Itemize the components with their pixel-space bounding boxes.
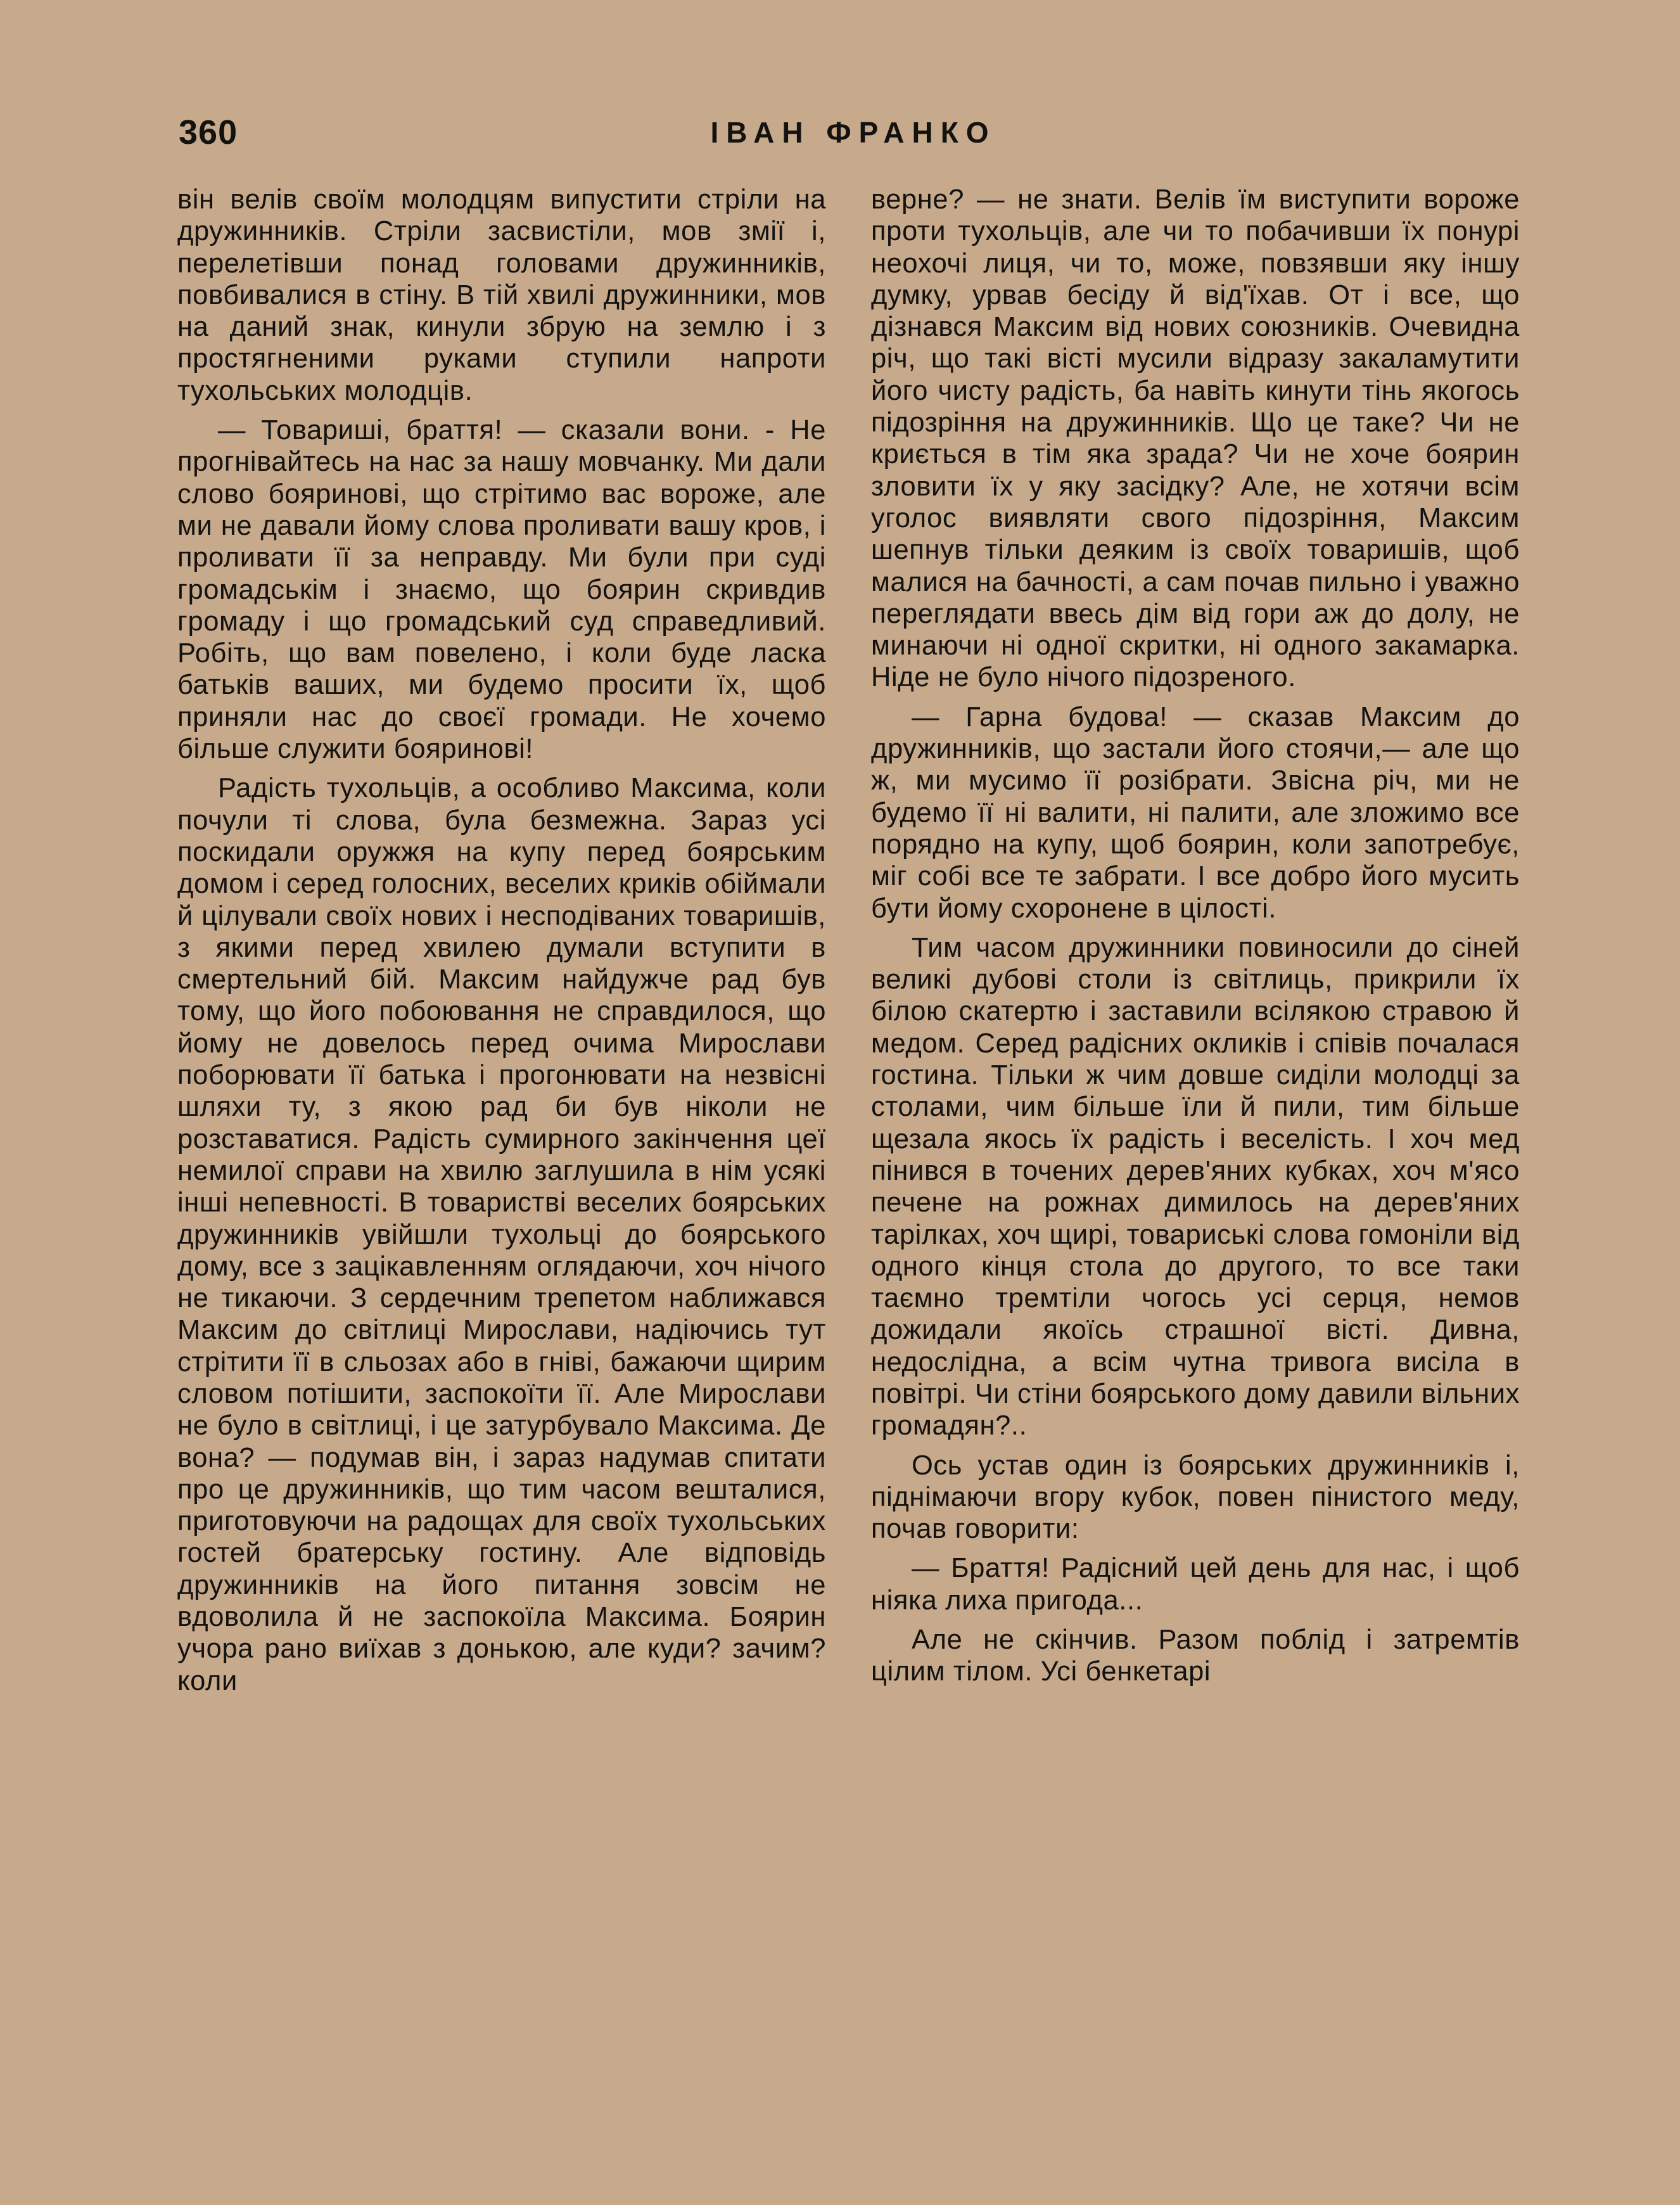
paragraph: він велів своїм молодцям випустити стріли на дружинників. Стріли засвистіли, мов змії і, перелетівши понад головами дружинників, повбивалися в стіну. В тій хвилі дружинники, мов на даний знак, кинули збрую на землю і з простягненими руками ступили напроти тухольських молодців. [177, 184, 826, 406]
page-header [179, 113, 1528, 157]
right-column [871, 184, 1520, 1696]
paragraph: — Товариші, браття! — сказали вони. - Не прогнівайтесь на нас за нашу мовчанку. Ми дали слово бояринові, що стрітимо вас вороже, але ми не давали йому слова проливати вашу кров, і проливати її за неправду. Ми були при суді громадськім і знаємо, що боярин скривдив громаду і що громадський суд справедливий. Робіть, що вам повелено, і коли буде ласка батьків ваших, ми будемо просити їх, щоб приняли нас до своєї громади. Не хочемо більше служити бояринові! [177, 415, 826, 765]
paragraph: — Гарна будова! — сказав Максим до дружинників, що застали його стоячи,— але що ж, ми мусимо її розібрати. Звісна річ, ми не будемо її ні валити, ні палити, але зложимо все порядно на купу, щоб боярин, коли запотребує, міг собі все те забрати. І все добро його мусить бути йому схоронене в цілості. [871, 701, 1520, 924]
paragraph: Але не скінчив. Разом поблід і затремтів цілим тілом. Усі бенкетарі [871, 1625, 1520, 1687]
paragraph: Ось устав один із боярських дружинників і, піднімаючи вгору кубок, повен пінистого меду, почав говорити: [871, 1450, 1520, 1545]
paragraph: Радість тухольців, а особливо Максима, коли почули ті слова, була безмежна. Зараз усі поскидали оружжя на купу перед боярським домом і серед голосних, веселих криків обіймали й цілували своїх нових і несподіваних товаришів, з якими перед хвилею думали вступити в смертельний бій. Максим найдужче рад був тому, що його побоювання не справдилося, що йому не довелось перед очима Мирослави поборювати її батька і прогонювати на незвісні шляхи ту, з якою рад би був ніколи не розставатися. Радість сумирного закінчення цеї немилої справи на хвилю заглушила в нім усякі інші непевності. В товаристві веселих боярських дружинників увійшли тухольці до боярського дому, все з зацікавленням оглядаючи, хоч нічого не тикаючи. З сердечним трепетом наближався Максим до світлиці Мирослави, надіючись тут стрітити її в сльозах або в гніві, бажаючи щирим словом потішити, заспокоїти її. Але Мирослави не було в світлиці, і це затурбувало Максима. Де вона? — подумав він, і зараз надумав спитати про це дружинників, що тим часом вешталися, приготовуючи на радощах для своїх тухольських гостей братерську гостину. Але відповідь дружинників на його питання зовсім не вдоволила й не заспокоїла Максима. Боярин учора рано виїхав з донькою, але куди? зачим? коли [177, 773, 826, 1696]
paragraph: Тим часом дружинники повиносили до сіней великі дубові столи із світлиць, прикрили їх білою скатертю і заставили всілякою стравою й медом. Серед радісних окликів і співів почалася гостина. Тільки ж чим довше сиділи молодці за столами, чим більше їли й пили, тим більше щезала якось їх радість і веселість. І хоч мед пінився в точених дерев'яних кубках, хоч м'ясо печене на рожнах димилось на дерев'яних тарілках, хоч щирі, товариські слова гомоніли від одного кінця стола до другого, то все таки таємно тремтіли чогось усі серця, немов дожидали якоїсь страшної вісті. Дивна, недослідна, а всім чутна тривога висіла в повітрі. Чи стіни боярського дому давили вільних громадян?.. [871, 932, 1520, 1441]
left-column [177, 184, 826, 1704]
paragraph: — Браття! Радісний цей день для нас, і щоб ніяка лиха пригода... [871, 1553, 1520, 1616]
paragraph: верне? — не знати. Велів їм виступити вороже проти тухольців, але чи то побачивши їх понурі неохочі лиця, чи то, може, повзявши яку іншу думку, урвав бесіду й від'їхав. От і все, що дізнався Максим від нових союзників. Очевидна річ, що такі вісті мусили відразу закаламутити його чисту радість, ба навіть кинути тінь якогось підозріння на дружинників. Що це таке? Чи не криється в тім яка зрада? Чи не хоче боярин зловити їх у яку засідку? Але, не хотячи всім уголос виявляти свого підозріння, Максим шепнув тільки деяким із своїх товаришів, щоб малися на бачності, а сам почав пильно і уважно переглядати ввесь дім від гори аж до долу, не минаючи ні одної скритки, ні одного закамарка. Ніде не було нічого підозреного. [871, 184, 1520, 693]
running-head: ІВАН ФРАНКО [710, 116, 996, 149]
page-number: 360 [179, 113, 238, 151]
